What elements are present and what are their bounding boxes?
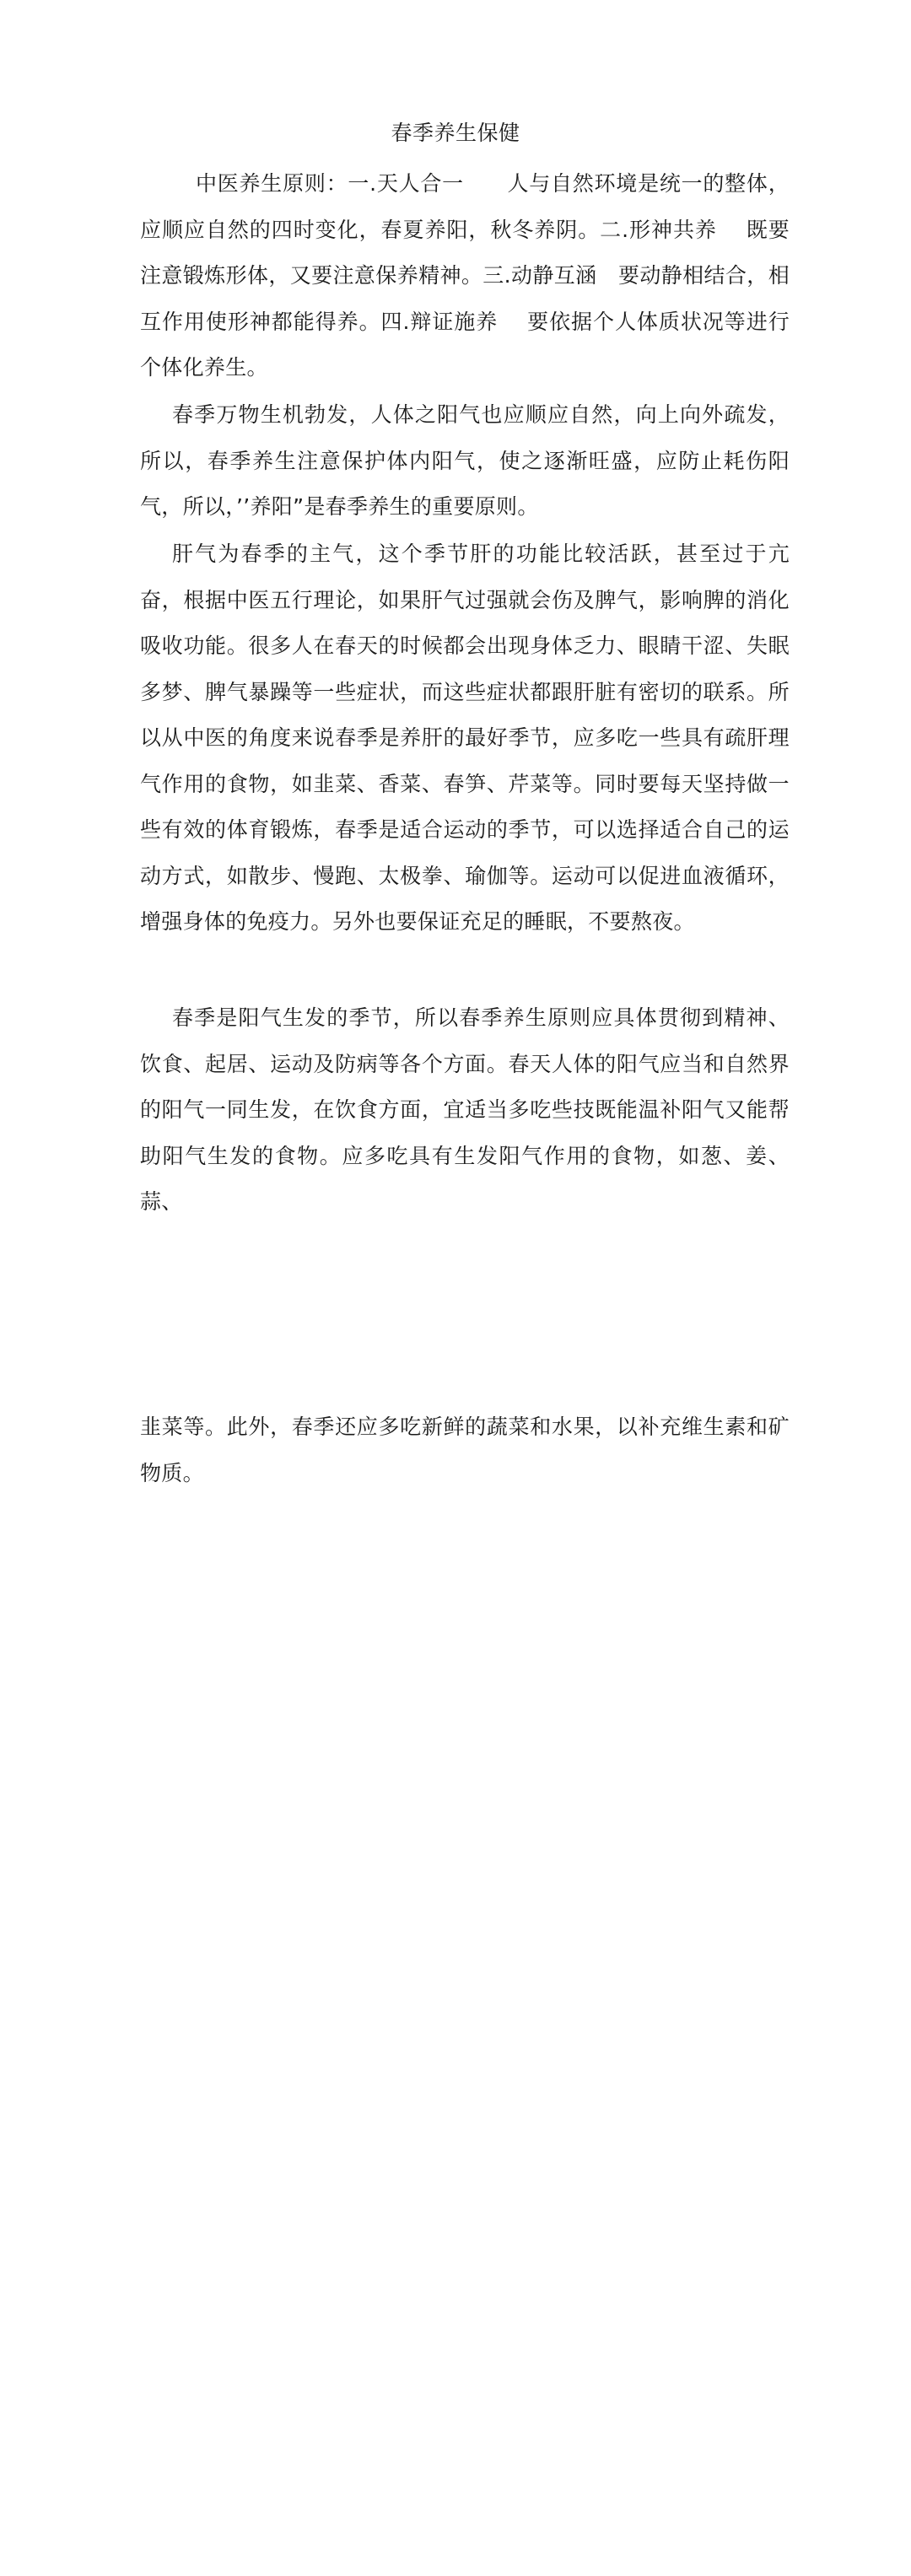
paragraph-yang-qi: 春季万物生机勃发，人体之阳气也应顺应自然，向上向外疏发，所以，春季养生注意保护体内阳气，使之逐渐旺盛，应防止耗伤阳气，所以，’’养阳”是春季养生的重要原则。 (140, 402, 790, 519)
paragraph-liver-qi: 肝气为春季的主气，这个季节肝的功能比较活跃，甚至过于亢奋，根据中医五行理论，如果肝气过强就会伤及脾气，影响脾的消化吸收功能。很多人在春天的时候都会出现身体乏力、眼睛干涩、失眠多梦、脾气暴躁等一些症状，而这些症状都跟肝脏有密切的联系。所以从中医的角度来说春季是养肝的最好季节，应多吃一些具有疏肝理气作用的食物，如韭菜、香菜、春笋、芹菜等。同时要每天坚持做一些有效的体育锻炼，春季是适合运动的季节，可以选择适合自己的运动方式，如散步、慢跑、太极拳、瑜伽等。运动可以促进血液循环，增强身体的免疫力。另外也要保证充足的睡眠，不要熬夜。 (140, 542, 790, 934)
paragraph-spring-yang: 春季是阳气生发的季节，所以春季养生原则应具体贯彻到精神、饮食、起居、运动及防病等各个方面。春天人体的阳气应当和自然界的阳气一同生发，在饮食方面，宜适当多吃些技既能温补阳气又能帮助阳气生发的食物。应多吃具有生发阳气作用的食物，如葱、姜、蒜、 (140, 1005, 790, 1214)
paragraph-vegetables: 韭菜等。此外，春季还应多吃新鲜的蔬菜和水果，以补充维生素和矿物质。 (140, 1415, 790, 1485)
document-title: 春季养生保健 (391, 121, 520, 145)
paragraph-principles: 中医养生原则：一.天人合一 人与自然环境是统一的整体，应顺应自然的四时变化，春夏养阳，秋冬养阴。二.形神共养 既要注意锻炼形体，又要注意保养精神。三.动静互涵 要动静相结合，相互作用使形神都能得养。四.辩证施养 要依据个人体质状况等进行个体化养生。 (140, 171, 790, 380)
